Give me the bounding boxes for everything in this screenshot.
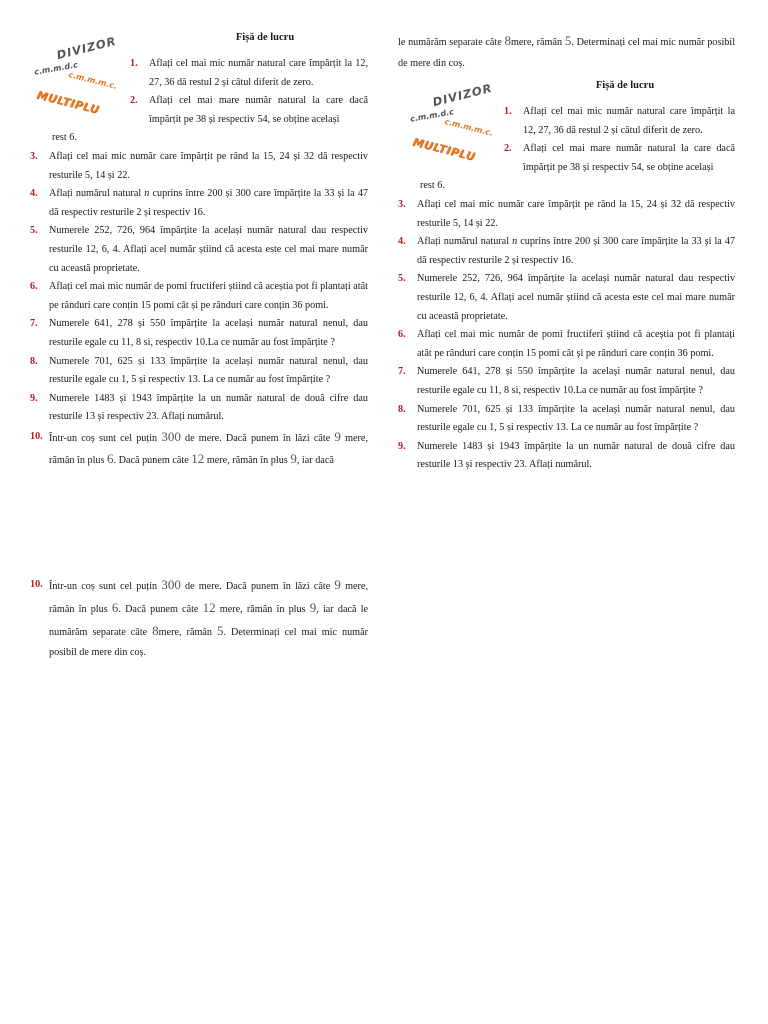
problem-number: 4. — [398, 236, 406, 248]
logo-cmmdc: c.m.m.d.c — [33, 60, 79, 77]
problem-list-right — [398, 31, 735, 74]
problem-number: 7. — [30, 318, 38, 330]
problem-4-left — [30, 185, 368, 222]
problem-number: 10. — [30, 579, 43, 590]
problem-2-left — [130, 92, 368, 129]
problem-text: Numerele 1483 și 1943 împărțite la un număr natural de două cifre dau resturile 13 și respectiv 23. Aflați numărul. — [49, 392, 368, 423]
problem-1-right — [504, 103, 735, 140]
problem-text: Aflați numărul natural — [49, 188, 142, 200]
problem-5-left — [30, 222, 368, 278]
problem-6-right — [398, 326, 735, 363]
problem-text: Numerele 641, 278 și 550 împărțite la același număr natural nenul, dau resturile egale cu 11, 8 si, respectiv 10.La ce număr au fost împărțite ? — [49, 318, 368, 348]
problem-10-left-bottom — [30, 575, 368, 664]
problem-text: Aflați cel mai mic număr natural care împărțit la 12, 27, 36 dă restul 2 și câtul diferit de zero. — [523, 106, 735, 136]
problem-number: 1. — [130, 58, 138, 69]
problem-3-right — [398, 196, 735, 233]
problem-number: 9. — [398, 440, 406, 452]
problem-text: cuprins între 200 și 300 care împărțite la 33 și la 47 dă respectiv resturile 2 și respectiv 16. — [49, 188, 369, 218]
problem-text: Într-un coș sunt cel puțin — [49, 581, 158, 592]
number-9b: 9 — [309, 599, 317, 615]
problem-number: 3. — [398, 198, 406, 210]
number-6: 6 — [107, 451, 114, 467]
problem-number: 7. — [398, 366, 406, 378]
problem-number: 1. — [504, 106, 512, 117]
problem-text: mere, rămân în plus — [206, 455, 288, 467]
number-9: 9 — [334, 577, 341, 592]
problem-text: Numerele 641, 278 și 550 împărțite la același număr natural nenul, dau resturile egale cu 11, 8 si, respectiv 10.La ce număr au fost împărțite ? — [417, 366, 735, 396]
problem-number: 8. — [398, 403, 406, 415]
problem-text: Numerele 701, 625 și 133 împărțite la același număr natural nenul, dau resturile egale cu 1, 5 și respectiv 13. La ce număr au fost împărțite ? — [417, 403, 735, 434]
problem-9-right — [398, 438, 735, 475]
problem-number: 4. — [30, 188, 38, 200]
problem-1-left — [130, 55, 368, 92]
problem-number: 9. — [30, 392, 38, 404]
number-5: 5 — [217, 622, 224, 638]
problem-text: mere, rămân în plus — [49, 581, 368, 615]
problem-number: 2. — [130, 95, 138, 107]
problem-number: 8. — [30, 355, 38, 367]
number-9b: 9 — [290, 451, 297, 467]
problem-3-left — [30, 148, 368, 185]
problem-text: , iar dacă — [316, 603, 357, 615]
problem-text: mere, rămân în plus — [219, 603, 306, 615]
problem-2-continuation: rest 6. — [52, 132, 77, 144]
problem-number: 5. — [398, 273, 406, 285]
problem-text: Numerele 1483 și 1943 împărțite la un număr natural de două cifre dau resturile 13 și respectiv 23. Aflați numărul. — [417, 440, 735, 471]
problem-7-right — [398, 363, 735, 400]
problem-number: 5. — [30, 225, 38, 237]
problem-text: , iar dacă — [296, 455, 334, 467]
problem-7-left — [30, 315, 368, 352]
problem-text: . Determinați cel mai mic număr posibil de mere din coș. — [49, 626, 369, 659]
number-300: 300 — [161, 577, 181, 592]
problem-5-right — [398, 270, 735, 326]
problem-text: Aflați numărul natural — [417, 236, 510, 248]
problem-text: mere, rămân — [158, 626, 213, 638]
problem-10-left-top — [30, 427, 368, 472]
logo-divizor: DIVIZOR — [55, 33, 118, 63]
problem-10-full — [30, 575, 368, 664]
problem-text: de mere. Dacă punem în lăzi câte — [185, 581, 331, 592]
problem-6-left — [30, 278, 368, 315]
problem-number: 2. — [504, 143, 512, 155]
problem-text: Aflați cel mai mic număr natural care împărțit la 12, 27, 36 dă restul 2 și câtul diferit de zero. — [149, 58, 368, 88]
problem-text: Aflați cel mai mare număr natural la care dacă împărțit pe 38 și respectiv 54, se obține același — [149, 95, 368, 125]
problem-2-right — [504, 140, 735, 177]
problem-text: Aflați cel mai mic număr care împărțit pe rând la 15, 24 și 32 dă respectiv resturile 5, 14 și 22. — [49, 150, 368, 181]
number-9: 9 — [334, 428, 341, 444]
number-12: 12 — [202, 599, 216, 615]
problem-text: cuprins între 200 și 300 care împărțite la 33 și la 47 dă respectiv resturile 2 și respectiv 16. — [417, 236, 736, 266]
logo-divizor: DIVIZOR — [431, 80, 494, 110]
problem-text: Numerele 252, 726, 964 împărțite la același număr natural dau respectiv resturile 12, 6, 4. Aflați acel număr știind că acesta este cel mai mare număr cu această proprietate. — [49, 225, 368, 274]
problem-8-left — [30, 353, 368, 390]
problem-text: Într-un coș sunt cel puțin — [49, 432, 158, 444]
problem-number: 10. — [30, 430, 43, 442]
problem-text: . Dacă punem câte — [113, 455, 189, 467]
logo-cmmmc: c.m.m.m.c. — [67, 70, 119, 91]
problem-number: 3. — [30, 150, 38, 162]
problem-text: mere, rămân — [510, 37, 563, 48]
problem-4-right — [398, 233, 735, 270]
problem-text: Aflați cel mai mic număr de pomi fructiferi știind că aceștia pot fi plantați atât pe rânduri care conțin 15 pomi cât și pe rânduri care conțin 36 pomi. — [49, 281, 368, 311]
problem-number: 6. — [398, 329, 406, 341]
sheet-title-left: Fișă de lucru — [235, 32, 295, 43]
number-300: 300 — [161, 428, 181, 444]
problem-text: le numărăm separate câte — [398, 37, 502, 48]
logo-multiplu: MULTIPLU — [411, 135, 477, 164]
variable-n: n — [144, 188, 150, 200]
logo-cmmmc: c.m.m.m.c. — [443, 117, 495, 138]
problem-text: Aflați cel mai mic număr care împărțit pe rând la 15, 24 și 32 dă respectiv resturile 5, 14 și 22. — [417, 198, 735, 229]
number-8: 8 — [152, 622, 159, 638]
variable-n: n — [512, 236, 518, 248]
logo-cmmdc: c.m.m.d.c — [409, 107, 455, 124]
problem-text: Aflați cel mai mic număr de pomi fructiferi știind că aceștia pot fi plantați atât pe rânduri care conțin 15 pomi cât și pe rânduri care conțin 36 pomi. — [417, 329, 735, 359]
problem-8-right — [398, 401, 735, 438]
sheet-title-right: Fișă de lucru — [595, 80, 655, 91]
problem-9-left — [30, 390, 368, 427]
number-8: 8 — [504, 33, 511, 48]
number-6: 6 — [111, 599, 119, 615]
number-12: 12 — [191, 451, 205, 467]
problem-text: Numerele 252, 726, 964 împărțite la același număr natural dau respectiv resturile 12, 6, 4. Aflați acel număr știind că acesta este cel mai mare număr cu această proprietate. — [417, 273, 735, 322]
problem-text: . Determinați cel mai mic număr posibil de mere din coș. — [398, 37, 736, 69]
problem-text: mere, rămân în plus — [49, 432, 368, 467]
problem-text: de mere. Dacă punem în lăzi câte — [185, 432, 331, 444]
problem-text: Aflați cel mai mare număr natural la care dacă împărțit pe 38 și respectiv 54, se obține același — [523, 143, 735, 173]
problem-text: . Dacă punem câte — [118, 603, 199, 615]
problem-number: 6. — [30, 281, 38, 293]
logo-multiplu: MULTIPLU — [35, 88, 101, 117]
problem-list-right-body — [398, 103, 735, 475]
problem-10-continuation — [398, 31, 735, 74]
problem-list-left — [30, 31, 368, 472]
number-5: 5 — [564, 33, 572, 48]
problem-text: le numărăm separate câte — [49, 603, 369, 638]
problem-text: Numerele 701, 625 și 133 împărțite la același număr natural nenul, dau resturile egale cu 1, 5 și respectiv 13. La ce număr au fost împărțite ? — [49, 355, 368, 386]
problem-2-continuation: rest 6. — [420, 180, 445, 192]
